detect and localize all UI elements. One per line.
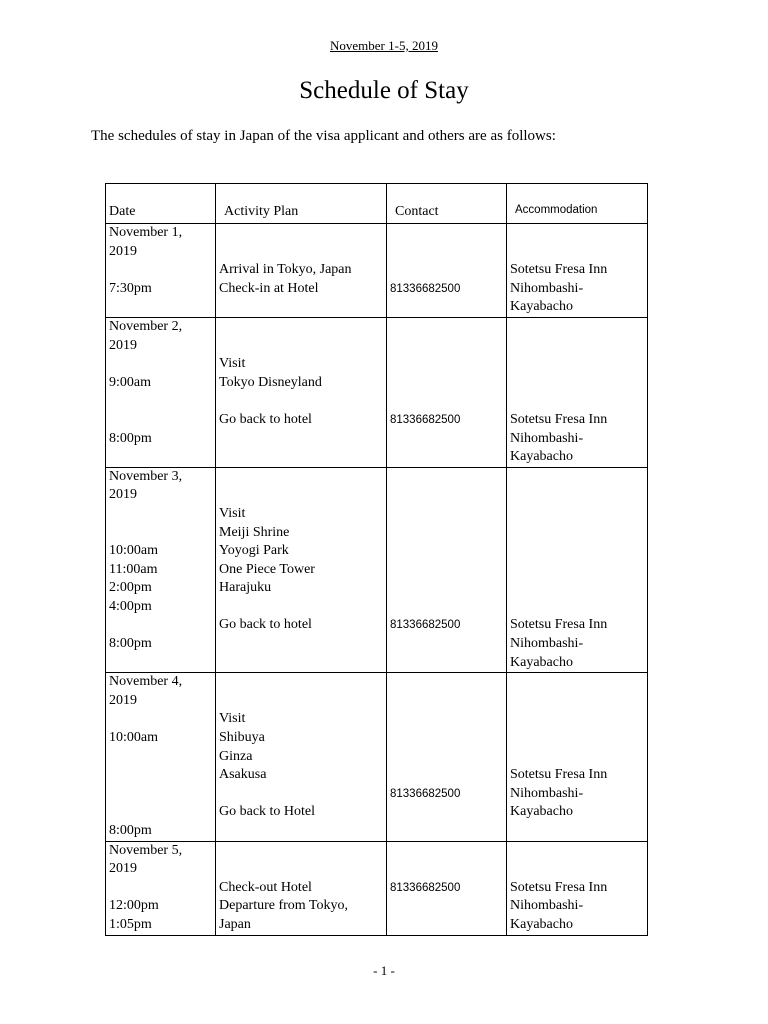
date-cell-line: 2:00pm bbox=[109, 580, 152, 596]
accommodation-cell-line bbox=[510, 692, 644, 711]
contact-cell-line: 81336682500 bbox=[390, 619, 461, 632]
contact-cell-line bbox=[390, 598, 503, 617]
activity-cell-line bbox=[219, 430, 383, 449]
contact-cell bbox=[387, 224, 507, 318]
contact-cell-line: 81336682500 bbox=[390, 881, 461, 894]
date-cell bbox=[106, 224, 216, 318]
accommodation-cell-line: Kayabacho bbox=[510, 654, 573, 670]
activity-cell-line: Visit bbox=[219, 711, 246, 727]
date-cell-line: 8:00pm bbox=[109, 430, 152, 446]
schedule-table bbox=[105, 183, 648, 936]
contact-cell bbox=[387, 841, 507, 935]
accommodation-cell-line bbox=[510, 748, 644, 767]
column-header-contact: Contact bbox=[387, 184, 507, 224]
contact-cell-line bbox=[390, 542, 503, 561]
accommodation-cell-line bbox=[510, 842, 644, 861]
table-header-row bbox=[106, 184, 648, 224]
column-header-date: Date bbox=[106, 184, 216, 224]
date-cell-line: November 2, bbox=[109, 318, 183, 334]
date-cell-line: 2019 bbox=[109, 243, 137, 259]
document-date-range: November 1-5, 2019 bbox=[330, 38, 438, 53]
date-cell-line bbox=[109, 748, 212, 767]
contact-cell-line: 81336682500 bbox=[390, 787, 461, 800]
contact-cell-line: 81336682500 bbox=[390, 413, 461, 426]
contact-cell-line bbox=[390, 298, 503, 317]
contact-cell-line bbox=[390, 468, 503, 487]
contact-cell-line bbox=[390, 337, 503, 356]
accommodation-cell-line bbox=[510, 243, 644, 262]
activity-cell bbox=[216, 317, 387, 467]
activity-cell-line bbox=[219, 822, 383, 841]
date-cell-line bbox=[109, 411, 212, 430]
accommodation-cell-line bbox=[510, 524, 644, 543]
table-row bbox=[106, 224, 648, 318]
activity-cell-line: Check-out Hotel bbox=[219, 879, 312, 895]
date-cell-line bbox=[109, 803, 212, 822]
activity-cell-line bbox=[219, 673, 383, 692]
date-cell bbox=[106, 317, 216, 467]
date-cell-line: November 5, bbox=[109, 842, 183, 858]
accommodation-cell-line bbox=[510, 337, 644, 356]
contact-cell-line bbox=[390, 561, 503, 580]
date-cell-line bbox=[109, 710, 212, 729]
accommodation-cell-line bbox=[510, 392, 644, 411]
date-cell-line: 10:00am bbox=[109, 730, 158, 746]
contact-cell-line bbox=[390, 654, 503, 673]
contact-cell-line bbox=[390, 355, 503, 374]
accommodation-cell-line: Nihombashi- bbox=[510, 280, 584, 296]
accommodation-cell bbox=[507, 673, 648, 841]
accommodation-cell-line: Kayabacho bbox=[510, 449, 573, 465]
contact-cell-line bbox=[390, 430, 503, 449]
accommodation-cell bbox=[507, 467, 648, 673]
page-number: - 1 - bbox=[373, 963, 395, 978]
date-cell-line: 12:00pm bbox=[109, 898, 159, 914]
contact-cell-line bbox=[390, 673, 503, 692]
activity-cell-line bbox=[219, 318, 383, 337]
accommodation-cell-line bbox=[510, 355, 644, 374]
accommodation-cell bbox=[507, 841, 648, 935]
contact-cell bbox=[387, 467, 507, 673]
document-title: Schedule of Stay bbox=[299, 77, 469, 104]
activity-cell-line bbox=[219, 224, 383, 243]
activity-cell-line bbox=[219, 860, 383, 879]
activity-cell bbox=[216, 224, 387, 318]
activity-cell bbox=[216, 673, 387, 841]
date-cell bbox=[106, 841, 216, 935]
accommodation-cell-line bbox=[510, 542, 644, 561]
activity-cell-line bbox=[219, 243, 383, 262]
activity-cell-line bbox=[219, 692, 383, 711]
contact-cell-line bbox=[390, 729, 503, 748]
accommodation-cell-line bbox=[510, 860, 644, 879]
contact-cell-line bbox=[390, 392, 503, 411]
contact-cell-line bbox=[390, 897, 503, 916]
contact-cell-line bbox=[390, 374, 503, 393]
activity-cell-line: Tokyo Disneyland bbox=[219, 374, 322, 390]
date-cell-line bbox=[109, 524, 212, 543]
accommodation-cell-line bbox=[510, 505, 644, 524]
activity-cell-line: Asakusa bbox=[219, 767, 267, 783]
column-header-activity: Activity Plan bbox=[216, 184, 387, 224]
activity-cell-line: Japan bbox=[219, 916, 251, 932]
contact-cell-line bbox=[390, 243, 503, 262]
activity-cell-line: Visit bbox=[219, 505, 246, 521]
activity-cell-line: Shibuya bbox=[219, 730, 265, 746]
date-cell bbox=[106, 673, 216, 841]
activity-cell-line: Go back to Hotel bbox=[219, 804, 316, 820]
contact-cell-line bbox=[390, 766, 503, 785]
activity-cell-line bbox=[219, 785, 383, 804]
activity-cell-line bbox=[219, 598, 383, 617]
column-header-accommodation: Accommodation bbox=[507, 184, 648, 224]
activity-cell-line bbox=[219, 635, 383, 654]
date-cell-line bbox=[109, 355, 212, 374]
accommodation-cell-line: Sotetsu Fresa Inn bbox=[510, 879, 608, 895]
table-row bbox=[106, 841, 648, 935]
date-cell-line: 10:00am bbox=[109, 543, 158, 559]
accommodation-cell-line: Nihombashi- bbox=[510, 636, 584, 652]
activity-cell-line: Meiji Shrine bbox=[219, 524, 290, 540]
accommodation-cell bbox=[507, 317, 648, 467]
contact-cell-line bbox=[390, 486, 503, 505]
activity-cell-line: Go back to hotel bbox=[219, 411, 312, 427]
activity-cell-line bbox=[219, 448, 383, 467]
accommodation-cell-line bbox=[510, 579, 644, 598]
date-cell-line bbox=[109, 448, 212, 467]
date-cell bbox=[106, 467, 216, 673]
date-cell-line: 1:05pm bbox=[109, 916, 152, 932]
accommodation-cell-line bbox=[510, 710, 644, 729]
table-row bbox=[106, 673, 648, 841]
accommodation-cell-line: Kayabacho bbox=[510, 299, 573, 315]
date-cell-line bbox=[109, 392, 212, 411]
accommodation-cell bbox=[507, 224, 648, 318]
date-cell-line: 2019 bbox=[109, 861, 137, 877]
date-cell-line: November 3, bbox=[109, 468, 183, 484]
contact-cell-line bbox=[390, 692, 503, 711]
activity-cell-line bbox=[219, 486, 383, 505]
date-cell-line bbox=[109, 785, 212, 804]
activity-cell bbox=[216, 467, 387, 673]
date-cell-line: 11:00am bbox=[109, 561, 158, 577]
schedule-table-body bbox=[106, 224, 648, 936]
contact-cell-line bbox=[390, 635, 503, 654]
accommodation-cell-line bbox=[510, 673, 644, 692]
date-cell-line: 4:00pm bbox=[109, 598, 152, 614]
date-cell-line: 2019 bbox=[109, 337, 137, 353]
date-cell-line: November 4, bbox=[109, 674, 183, 690]
activity-cell-line: Departure from Tokyo, bbox=[219, 898, 349, 914]
contact-cell-line bbox=[390, 748, 503, 767]
accommodation-cell-line bbox=[510, 822, 644, 841]
accommodation-cell-line: Nihombashi- bbox=[510, 785, 584, 801]
date-cell-line bbox=[109, 766, 212, 785]
accommodation-cell-line bbox=[510, 561, 644, 580]
date-cell-line bbox=[109, 298, 212, 317]
date-cell-line bbox=[109, 654, 212, 673]
accommodation-cell-line: Nihombashi- bbox=[510, 898, 584, 914]
date-cell-line bbox=[109, 505, 212, 524]
activity-cell-line: Arrival in Tokyo, Japan bbox=[219, 262, 352, 278]
activity-cell-line: Visit bbox=[219, 356, 246, 372]
accommodation-cell-line: Kayabacho bbox=[510, 804, 573, 820]
activity-cell bbox=[216, 841, 387, 935]
activity-cell-line bbox=[219, 654, 383, 673]
activity-cell-line: Yoyogi Park bbox=[219, 543, 289, 559]
date-cell-line: 9:00am bbox=[109, 374, 151, 390]
activity-cell-line bbox=[219, 298, 383, 317]
intro-paragraph: The schedules of stay in Japan of the visa applicant and others are as follows: bbox=[91, 128, 556, 144]
contact-cell bbox=[387, 317, 507, 467]
activity-cell-line: One Piece Tower bbox=[219, 561, 315, 577]
contact-cell-line bbox=[390, 579, 503, 598]
date-cell-line bbox=[109, 261, 212, 280]
contact-cell-line: 81336682500 bbox=[390, 282, 461, 295]
contact-cell-line bbox=[390, 448, 503, 467]
contact-cell-line bbox=[390, 505, 503, 524]
accommodation-cell-line: Sotetsu Fresa Inn bbox=[510, 617, 608, 633]
contact-cell-line bbox=[390, 822, 503, 841]
accommodation-cell-line: Kayabacho bbox=[510, 916, 573, 932]
activity-cell-line bbox=[219, 842, 383, 861]
contact-cell-line bbox=[390, 524, 503, 543]
date-cell-line: 8:00pm bbox=[109, 823, 152, 838]
contact-cell-line bbox=[390, 860, 503, 879]
date-cell-line: 8:00pm bbox=[109, 636, 152, 652]
accommodation-cell-line bbox=[510, 224, 644, 243]
accommodation-cell-line bbox=[510, 374, 644, 393]
activity-cell-line bbox=[219, 392, 383, 411]
accommodation-cell-line: Sotetsu Fresa Inn bbox=[510, 411, 608, 427]
activity-cell-line: Check-in at Hotel bbox=[219, 280, 319, 296]
contact-cell-line bbox=[390, 318, 503, 337]
date-cell-line: 2019 bbox=[109, 692, 137, 708]
date-cell-line bbox=[109, 616, 212, 635]
accommodation-cell-line bbox=[510, 318, 644, 337]
accommodation-cell-line bbox=[510, 729, 644, 748]
table-row bbox=[106, 467, 648, 673]
contact-cell-line bbox=[390, 710, 503, 729]
accommodation-cell-line bbox=[510, 468, 644, 487]
contact-cell-line bbox=[390, 916, 503, 935]
activity-cell-line bbox=[219, 337, 383, 356]
accommodation-cell-line: Sotetsu Fresa Inn bbox=[510, 767, 608, 783]
date-cell-line: 2019 bbox=[109, 487, 137, 503]
contact-cell-line bbox=[390, 224, 503, 243]
accommodation-cell-line: Sotetsu Fresa Inn bbox=[510, 262, 608, 278]
accommodation-cell-line bbox=[510, 486, 644, 505]
date-cell-line: 7:30pm bbox=[109, 280, 152, 296]
contact-cell-line bbox=[390, 803, 503, 822]
accommodation-cell-line bbox=[510, 598, 644, 617]
date-cell-line bbox=[109, 879, 212, 898]
table-row bbox=[106, 317, 648, 467]
date-cell-line: November 1, bbox=[109, 225, 183, 240]
activity-cell-line: Go back to hotel bbox=[219, 617, 312, 633]
activity-cell-line: Harajuku bbox=[219, 580, 272, 596]
contact-cell-line bbox=[390, 261, 503, 280]
activity-cell-line bbox=[219, 468, 383, 487]
activity-cell-line: Ginza bbox=[219, 748, 253, 764]
contact-cell-line bbox=[390, 842, 503, 861]
accommodation-cell-line: Nihombashi- bbox=[510, 430, 584, 446]
contact-cell bbox=[387, 673, 507, 841]
